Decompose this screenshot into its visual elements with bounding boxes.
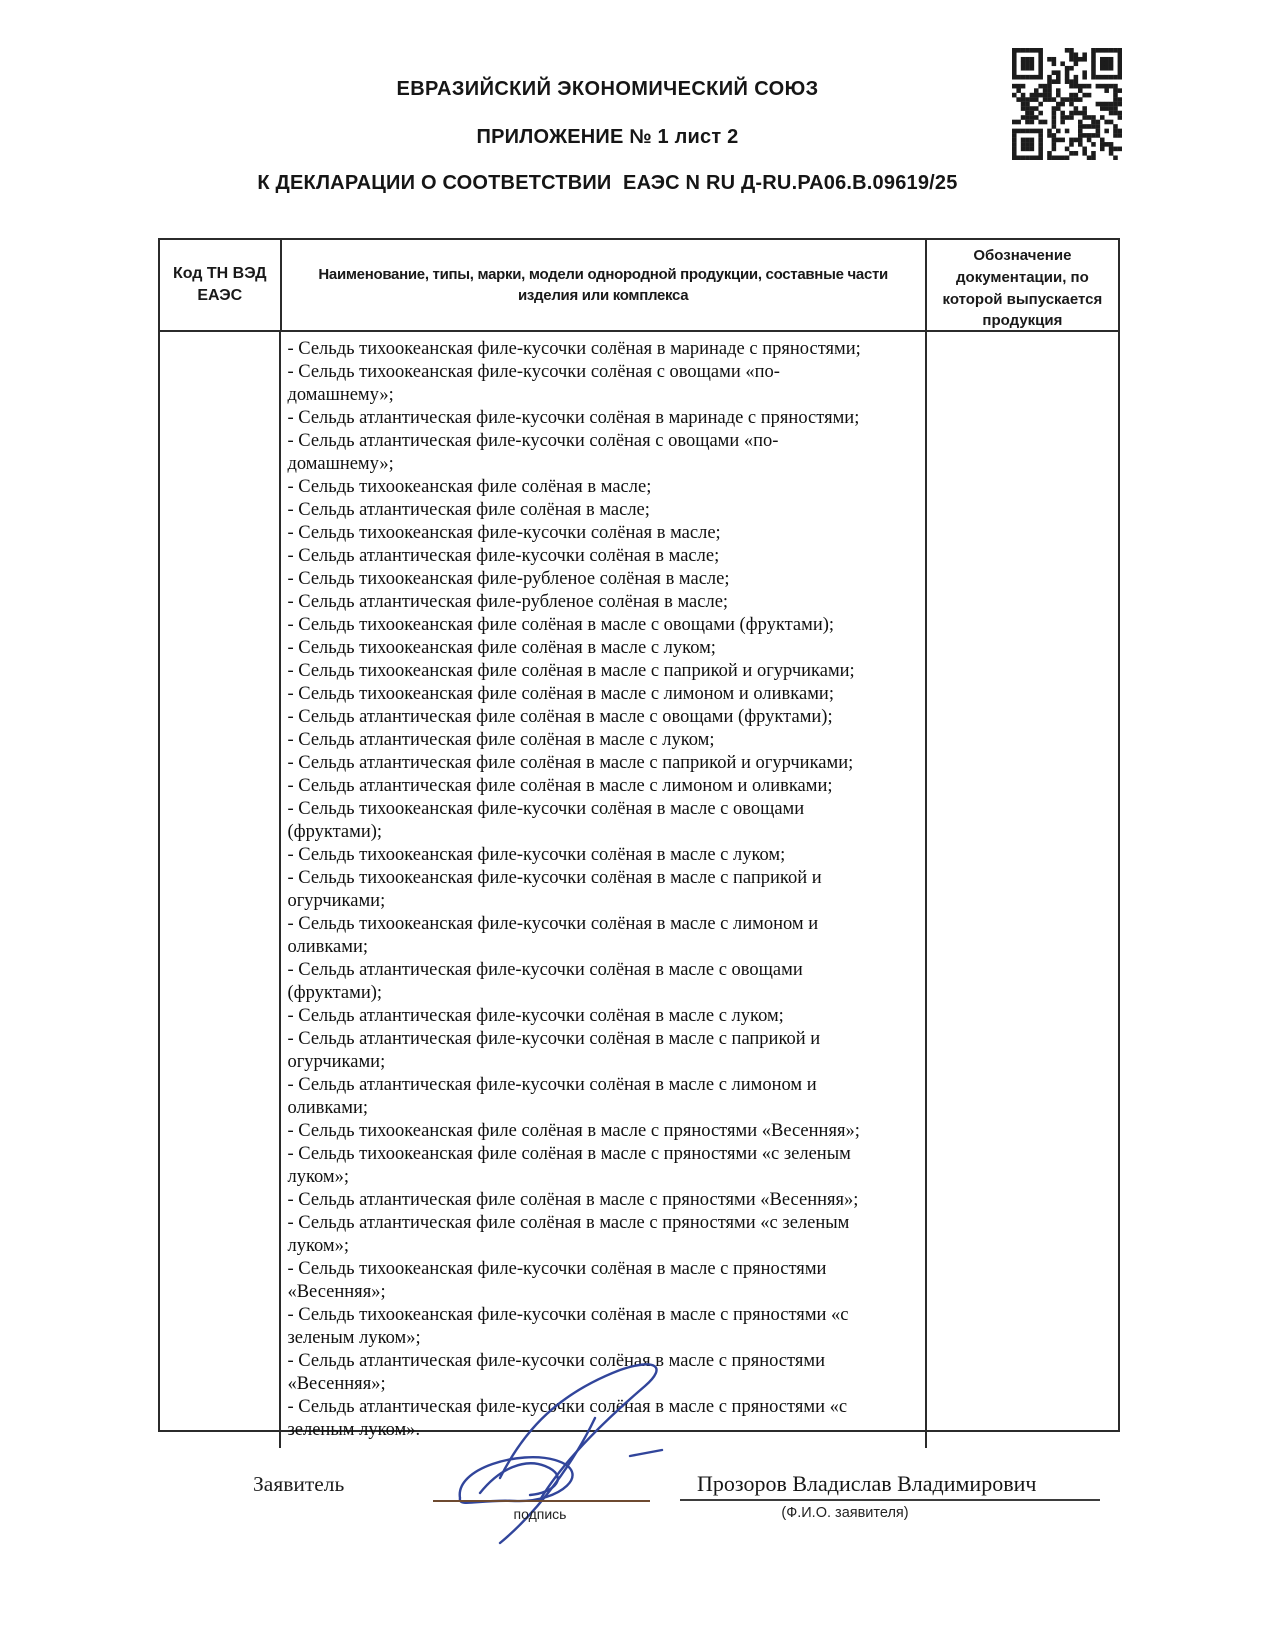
table-body-row xyxy=(160,332,1118,1448)
applicant-name-line xyxy=(680,1499,1100,1501)
product-item: - Сельдь тихоокеанская филе-кусочки солёная в масле с овощами (фруктами); xyxy=(287,799,805,842)
signature-caption: подпись xyxy=(513,1506,567,1522)
page-title-declaration: К ДЕКЛАРАЦИИ О СООТВЕТСТВИИ ЕАЭС N RU Д-RU.РА06.В.09619/25 xyxy=(257,172,958,194)
applicant-name: Прозоров Владислав Владимирович xyxy=(697,1471,1037,1496)
header-cell-doc: Обозначение документации, по которой выпускается продукция xyxy=(942,247,1103,330)
signature-line xyxy=(433,1500,650,1502)
product-item: - Сельдь атлантическая филе солёная в масле с овощами (фруктами); xyxy=(287,707,833,727)
signature-image xyxy=(430,1358,700,1558)
code-cell xyxy=(160,332,281,1448)
product-item: - Сельдь тихоокеанская филе-рубленое солёная в масле; xyxy=(287,569,730,589)
product-item: - Сельдь тихоокеанская филе солёная в масле; xyxy=(287,477,652,497)
product-item: - Сельдь атлантическая филе солёная в масле с лимоном и оливками; xyxy=(287,776,833,796)
page-title-union: ЕВРАЗИЙСКИЙ ЭКОНОМИЧЕСКИЙ СОЮЗ xyxy=(396,78,819,100)
product-item: - Сельдь тихоокеанская филе-кусочки солёная с овощами «по-домашнему»; xyxy=(287,362,780,405)
product-item: - Сельдь тихоокеанская филе солёная в масле с пряностями «Весенняя»; xyxy=(287,1121,860,1141)
product-item: - Сельдь тихоокеанская филе солёная в масле с луком; xyxy=(287,638,716,658)
product-item: - Сельдь тихоокеанская филе-кусочки солёная в масле с лимоном и оливками; xyxy=(287,914,819,957)
product-item: - Сельдь атлантическая филе солёная в масле с луком; xyxy=(287,730,715,750)
product-item: - Сельдь тихоокеанская филе солёная в масле с пряностями «с зеленым луком»; xyxy=(287,1144,851,1187)
product-item: - Сельдь атлантическая филе-кусочки солёная в масле с пряностями «Весенняя»; xyxy=(287,1351,825,1394)
product-item: - Сельдь тихоокеанская филе-кусочки солёная в масле; xyxy=(287,523,721,543)
product-item: - Сельдь тихоокеанская филе-кусочки солёная в маринаде с пряностями; xyxy=(287,339,861,359)
product-item: - Сельдь тихоокеанская филе-кусочки солёная в масле с пряностями «Весенняя»; xyxy=(287,1259,827,1302)
product-item: - Сельдь атлантическая филе-рубленое солёная в масле; xyxy=(287,592,729,612)
product-item: - Сельдь атлантическая филе солёная в масле с пряностями «Весенняя»; xyxy=(287,1190,859,1210)
applicant-name-caption: (Ф.И.О. заявителя) xyxy=(781,1505,909,1521)
product-item: - Сельдь тихоокеанская филе солёная в масле с овощами (фруктами); xyxy=(287,615,835,635)
doc-cell xyxy=(927,332,1118,1448)
product-item: - Сельдь атлантическая филе солёная в масле с пряностями «с зеленым луком»; xyxy=(287,1213,850,1256)
header-cell-name: Наименование, типы, марки, модели однородной продукции, составные части изделия или комплекса xyxy=(282,240,927,330)
header-cell-code: Код ТН ВЭД ЕАЭС xyxy=(160,240,282,330)
table-header-row xyxy=(160,240,1118,332)
products-table xyxy=(158,238,1120,1440)
product-item: - Сельдь атлантическая филе-кусочки солёная в масле с паприкой и огурчиками; xyxy=(287,1029,821,1072)
products-cell xyxy=(281,332,926,1448)
product-item: - Сельдь атлантическая филе солёная в масле; xyxy=(287,500,650,520)
product-item: - Сельдь атлантическая филе-кусочки солёная в масле с пряностями «с зеленым луком». xyxy=(287,1397,848,1440)
product-item: - Сельдь тихоокеанская филе солёная в масле с паприкой и огурчиками; xyxy=(287,661,855,681)
product-item: - Сельдь тихоокеанская филе-кусочки солёная в масле с пряностями «с зеленым луком»; xyxy=(287,1305,849,1348)
product-item: - Сельдь атлантическая филе-кусочки солёная в масле; xyxy=(287,546,720,566)
product-item: - Сельдь атлантическая филе-кусочки солёная в масле с овощами (фруктами); xyxy=(287,960,803,1003)
qr-code-icon xyxy=(1012,48,1122,160)
product-item: - Сельдь тихоокеанская филе солёная в масле с лимоном и оливками; xyxy=(287,684,834,704)
applicant-label: Заявитель xyxy=(253,1472,345,1496)
product-item: - Сельдь атлантическая филе солёная в масле с паприкой и огурчиками; xyxy=(287,753,854,773)
product-item: - Сельдь атлантическая филе-кусочки солёная в масле с луком; xyxy=(287,1006,784,1026)
page-title-annex: ПРИЛОЖЕНИЕ № 1 лист 2 xyxy=(476,126,739,148)
product-item: - Сельдь тихоокеанская филе-кусочки солёная в масле с луком; xyxy=(287,845,786,865)
product-item: - Сельдь атлантическая филе-кусочки солёная в маринаде с пряностями; xyxy=(287,408,860,428)
product-item: - Сельдь атлантическая филе-кусочки солёная с овощами «по-домашнему»; xyxy=(287,431,779,474)
product-item: - Сельдь тихоокеанская филе-кусочки солёная в масле с паприкой и огурчиками; xyxy=(287,868,822,911)
product-item: - Сельдь атлантическая филе-кусочки солёная в масле с лимоном и оливками; xyxy=(287,1075,817,1118)
